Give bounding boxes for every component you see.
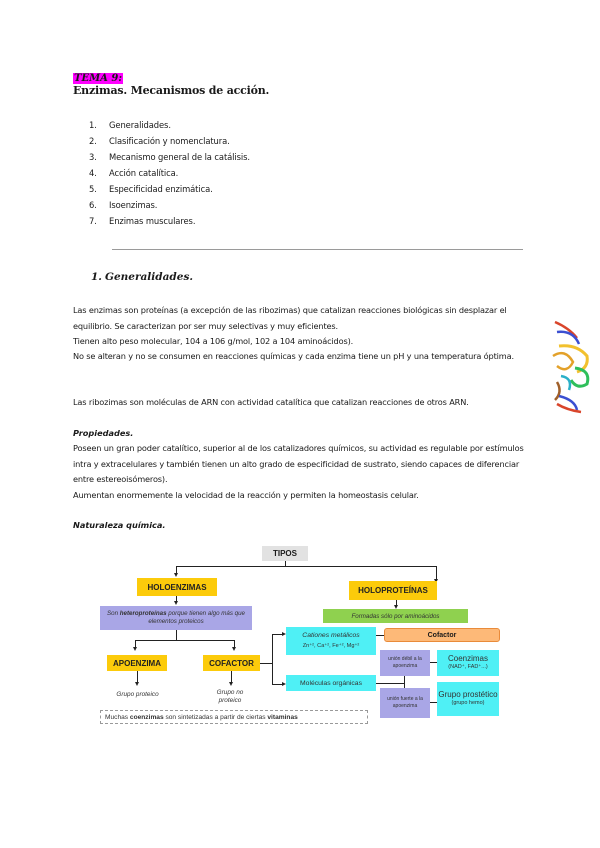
toc-item: 6. Isoenzimas. xyxy=(89,200,158,210)
toc-item: 2. Clasificación y nomenclatura. xyxy=(89,136,230,146)
table-of-contents xyxy=(89,117,250,229)
horizontal-divider xyxy=(112,249,523,250)
paragraph: Aumentan enormemente la velocidad de la reacción y permiten la homeostasis celular. xyxy=(73,490,419,500)
subheading-naturaleza: Naturaleza química. xyxy=(73,520,166,530)
diagram-node-solo-aminoacidos: Formadas sólo por aminoácidos xyxy=(323,609,468,623)
caption-grupo-proteico: Grupo proteico xyxy=(116,691,159,698)
diagram-node-cationes: Cationes metálicos Zn⁺², Ca⁺², Fe⁺², Mg⁺² xyxy=(286,627,376,655)
toc-item: 3. Mecanismo general de la catálisis. xyxy=(89,152,250,162)
toc-item: 7. Enzimas musculares. xyxy=(89,216,196,226)
section-heading: 1. Generalidades. xyxy=(91,271,194,283)
diagram-node-holoenzimas: HOLOENZIMAS xyxy=(137,578,217,596)
toc-item: 1. Generalidades. xyxy=(89,120,171,130)
toc-item: 4. Acción catalítica. xyxy=(89,168,179,178)
paragraph: Las enzimas son proteínas (a excepción de las ribozimas) que catalizan reacciones biológicas sin desplazar el equilibrio. Se caracterizan por ser muy selectivas y muy eficientes. xyxy=(73,305,507,331)
diagram-node-tipos: TIPOS xyxy=(262,546,308,561)
diagram-node-coenzimas: Coenzimas (NAD⁺, FAD⁺...) xyxy=(437,650,499,676)
diagram-node-heteroproteinas: Son heteroproteínas porque tienen algo más que elementos proteicos xyxy=(100,606,252,630)
diagram-node-union-fuerte: unión fuerte a la apoenzima xyxy=(380,688,430,718)
topic-tag: TEMA 9: xyxy=(74,73,123,84)
diagram-node-moleculas-organicas: Moléculas orgánicas xyxy=(286,675,376,691)
caption-grupo-no-proteico: Grupo no proteico xyxy=(216,689,244,704)
paragraph: Tienen alto peso molecular, 104 a 106 g/mol, 102 a 104 aminoácidos). xyxy=(73,336,354,346)
diagram-node-holoproteinas: HOLOPROTEÍNAS xyxy=(349,581,437,600)
paragraph: No se alteran y no se consumen en reacciones químicas y cada enzima tiene un pH y una temperatura óptima. xyxy=(73,351,514,361)
paragraph: Poseen un gran poder catalítico, superior al de los catalizadores químicos, su actividad es regulable por estímulos intra y extracelulares y también tienen un alto grado de especificidad de sustrato, siendo capaces de diferenciar entre estereoisómeros). xyxy=(73,443,524,485)
diagram-footnote: Muchas coenzimas son sintetizadas a partir de ciertas vitaminas xyxy=(100,710,368,724)
toc-item: 5. Especificidad enzimática. xyxy=(89,184,213,194)
ribozyme-structure-icon xyxy=(547,318,593,414)
diagram-node-grupo-prostetico: Grupo prostético (grupo hemo) xyxy=(437,682,499,716)
diagram-node-cofactor-label: Cofactor xyxy=(384,628,500,642)
subheading-propiedades: Propiedades. xyxy=(73,428,134,438)
diagram-node-apoenzima: APOENZIMA xyxy=(107,655,167,671)
diagram-node-union-debil: unión débil a la apoenzima xyxy=(380,650,430,676)
diagram-node-cofactor: COFACTOR xyxy=(203,655,260,671)
document-title: Enzimas. Mecanismos de acción. xyxy=(73,84,270,97)
paragraph: Las ribozimas son moléculas de ARN con actividad catalítica que catalizan reacciones de otros ARN. xyxy=(73,397,469,407)
